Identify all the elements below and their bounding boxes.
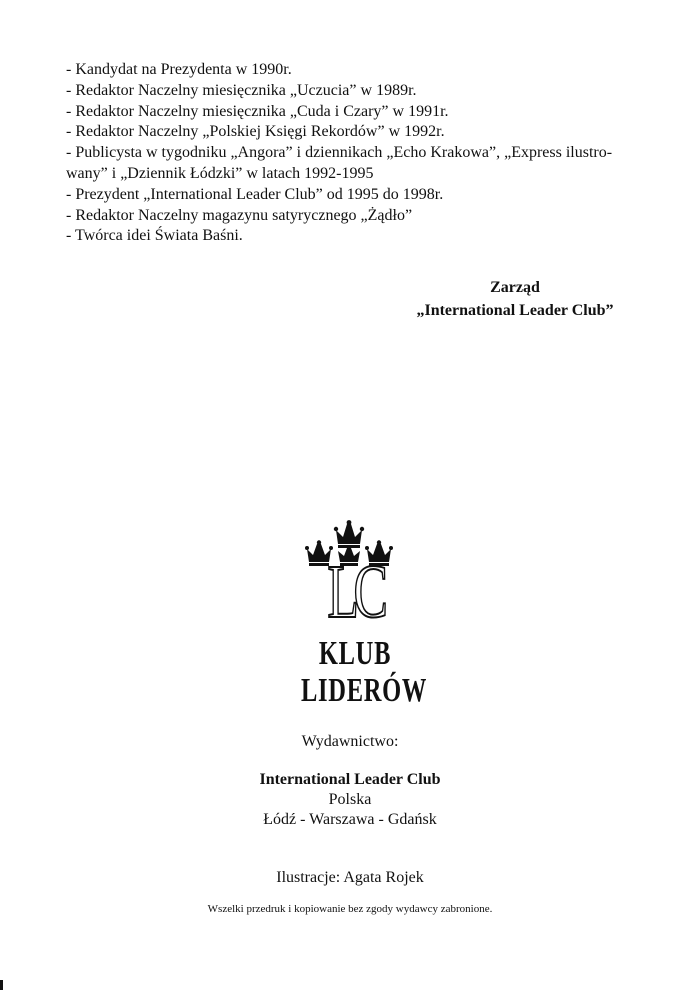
publisher-label: Wydawnictwo: bbox=[301, 733, 399, 750]
biography-item: - Redaktor Naczelny miesięcznika „Cuda i Czary” w 1991r. bbox=[66, 102, 449, 120]
publisher-name: International Leader Club bbox=[259, 771, 441, 788]
signature-organization: „International Leader Club” bbox=[416, 302, 614, 319]
biography-item: wany” i „Dziennik Łódzki” w latach 1992-1995 bbox=[66, 164, 374, 182]
publisher-country: Polska bbox=[328, 791, 372, 808]
page-edge-mark bbox=[0, 980, 3, 990]
signature-board: Zarząd bbox=[490, 279, 540, 296]
biography-item: - Kandydat na Prezydenta w 1990r. bbox=[66, 61, 292, 78]
biography-item: - Twórca idei Świata Baśni. bbox=[66, 227, 243, 245]
biography-item: - Prezydent „International Leader Club” od 1995 do 1998r. bbox=[66, 185, 444, 203]
logo-name-line1: KLUB bbox=[318, 635, 392, 672]
club-logo bbox=[300, 518, 428, 718]
biography-item: - Redaktor Naczelny miesięcznika „Uczucia” w 1989r. bbox=[66, 81, 417, 99]
copyright-notice: Wszelki przedruk i kopiowanie bez zgody wydawcy zabronione. bbox=[207, 903, 493, 915]
logo-name-line2: LIDERÓW bbox=[301, 672, 428, 709]
publisher-cities: Łódź - Warszawa - Gdańsk bbox=[263, 811, 437, 828]
biography-item: - Redaktor Naczelny magazynu satyrycznego „Żądło” bbox=[66, 206, 413, 224]
biography-item: - Redaktor Naczelny „Polskiej Księgi Rekordów” w 1992r. bbox=[66, 123, 445, 141]
biography-list bbox=[66, 60, 636, 247]
illustrations-credit: Ilustracje: Agata Rojek bbox=[276, 869, 424, 886]
signature-block bbox=[350, 276, 680, 322]
logo-monogram: LC bbox=[327, 550, 383, 634]
biography-item: - Publicysta w tygodniku „Angora” i dziennikach „Echo Krakowa”, „Express ilustro- bbox=[66, 144, 613, 162]
